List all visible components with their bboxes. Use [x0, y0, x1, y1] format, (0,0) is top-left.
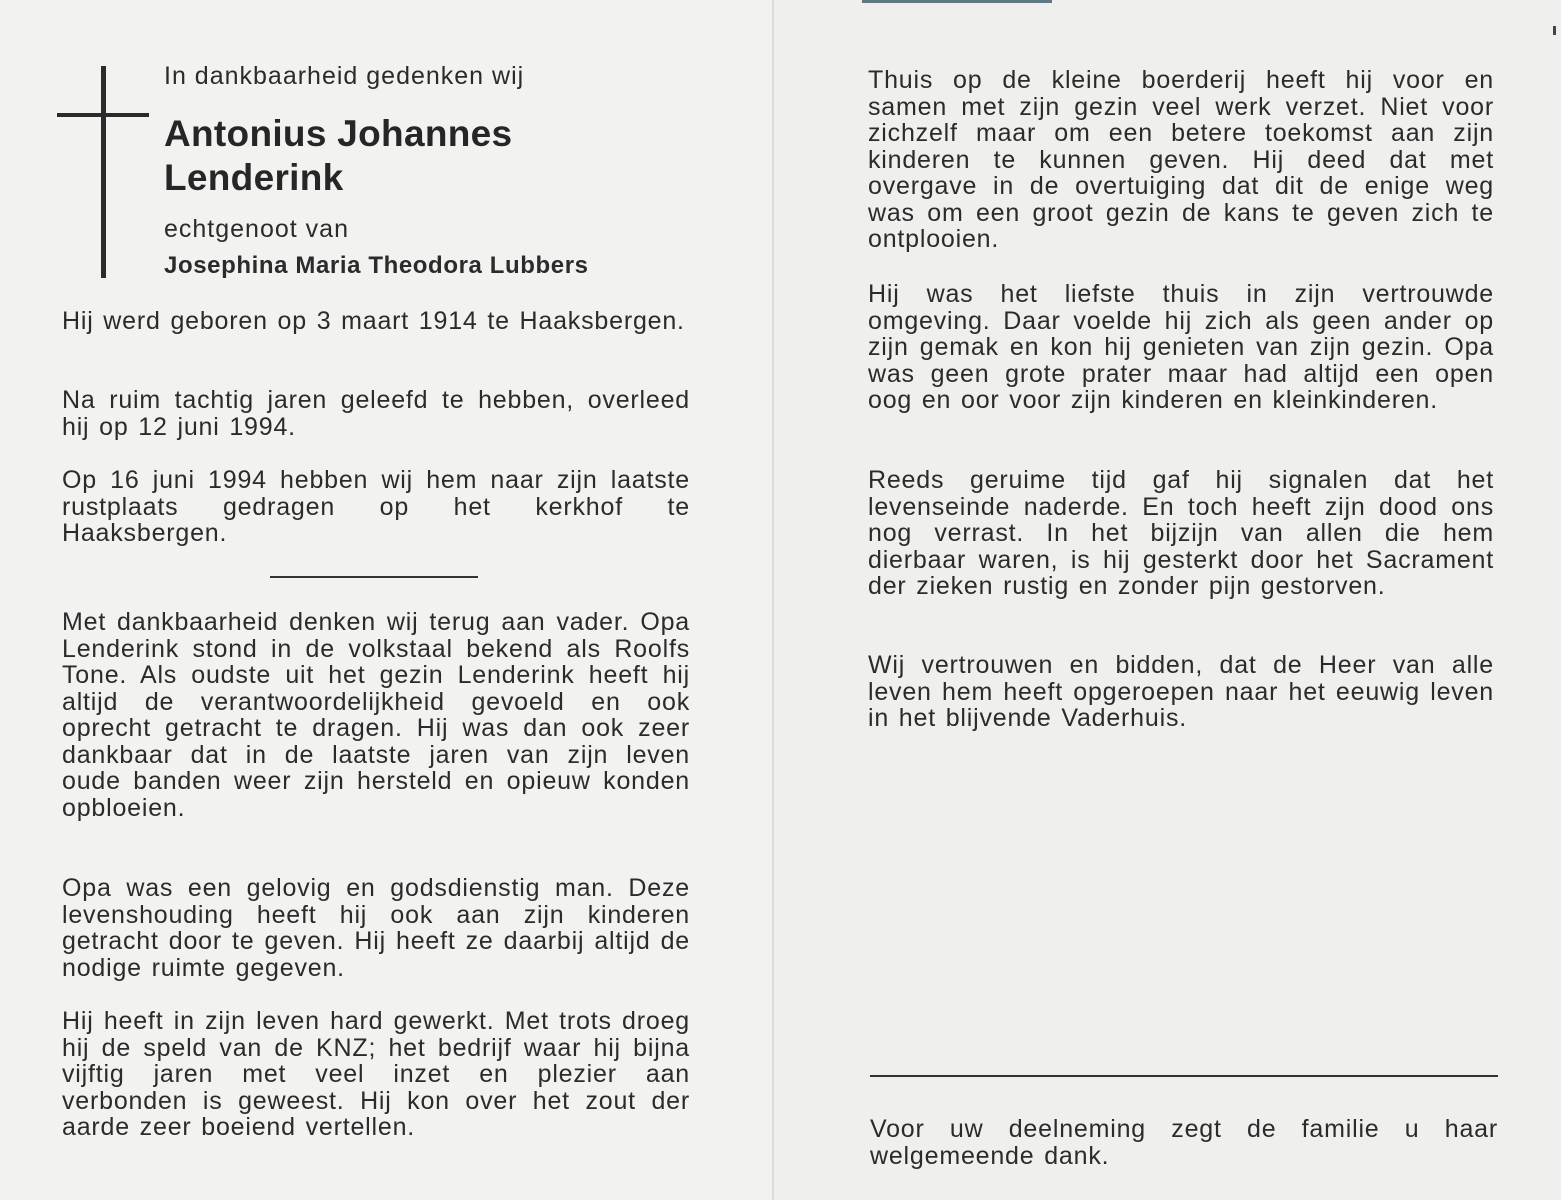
intro-text: In dankbaarheid gedenken wij	[164, 62, 525, 90]
deceased-name-line1: Antonius Johannes	[164, 113, 513, 154]
birth-paragraph: Hij werd geboren op 3 maart 1914 te Haaksbergen.	[62, 307, 685, 335]
closing-divider	[870, 1075, 1498, 1077]
deceased-name	[164, 112, 512, 200]
memory-paragraph-3: Hij heeft in zijn leven hard gewerkt. Met trots droeg hij de speld van de KNZ; het bedrijf waar hij bijna vijftig jaren met veel inzet en plezier aan verbonden is geweest. Hij kon over het zout der aarde zeer boeiend vertellen.	[62, 1007, 690, 1141]
death-paragraph: Na ruim tachtig jaren geleefd te hebben, overleed hij op 12 juni 1994.	[62, 386, 690, 441]
burial-paragraph: Op 16 juni 1994 hebben wij hem naar zijn laatste rustplaats gedragen op het kerkhof te Haaksbergen.	[62, 466, 690, 547]
left-page	[0, 0, 772, 1200]
cross-icon-horizontal	[57, 113, 149, 117]
passing-paragraph: Reeds geruime tijd gaf hij signalen dat het levenseinde naderde. En toch heeft zijn dood ons nog verrast. In het bijzijn van allen die hem dierbaar waren, is hij gesterkt door het Sacrament der zieken rustig en zonder pijn gestorven.	[868, 466, 1494, 600]
spouse-label: echtgenoot van	[164, 215, 349, 243]
memory-paragraph-1: Met dankbaarheid denken wij terug aan vader. Opa Lenderink stond in de volkstaal bekend als Roolfs Tone. Als oudste uit het gezin Lenderink heeft hij altijd de verantwoordelijkheid gevoeld en ook oprecht getracht te dragen. Hij was dan ook zeer dankbaar dat in de laatste jaren van zijn leven oude banden weer zijn hersteld en opieuw konden opbloeien.	[62, 608, 690, 822]
section-divider	[270, 576, 478, 578]
closing-thanks: Voor uw deelneming zegt de familie u haar welgemeende dank.	[870, 1115, 1498, 1170]
edge-mark	[1553, 26, 1556, 35]
cross-icon-vertical	[101, 66, 106, 278]
top-edge-rule	[862, 0, 1052, 3]
home-paragraph: Hij was het liefste thuis in zijn vertrouwde omgeving. Daar voelde hij zich als geen ander op zijn gemak en kon hij genieten van zijn gezin. Opa was geen grote prater maar had altijd een open oog en oor voor zijn kinderen en kleinkinderen.	[868, 280, 1494, 414]
spouse-name: Josephina Maria Theodora Lubbers	[164, 252, 589, 279]
deceased-name-line2: Lenderink	[164, 157, 344, 198]
faith-paragraph: Wij vertrouwen en bidden, dat de Heer van alle leven hem heeft opgeroepen naar het eeuwig leven in het blijvende Vaderhuis.	[868, 651, 1494, 732]
memory-paragraph-2: Opa was een gelovig en godsdienstig man. Deze levenshouding heeft hij ook aan zijn kinderen getracht door te geven. Hij heeft ze daarbij altijd de nodige ruimte gegeven.	[62, 874, 690, 982]
farm-paragraph: Thuis op de kleine boerderij heeft hij voor en samen met zijn gezin veel werk verzet. Niet voor zichzelf maar om een betere toekomst aan zijn kinderen te kunnen geven. Hij deed dat met overgave in de overtuiging dat dit de enige weg was om een groot gezin de kans te geven zich te ontplooien.	[868, 66, 1494, 253]
